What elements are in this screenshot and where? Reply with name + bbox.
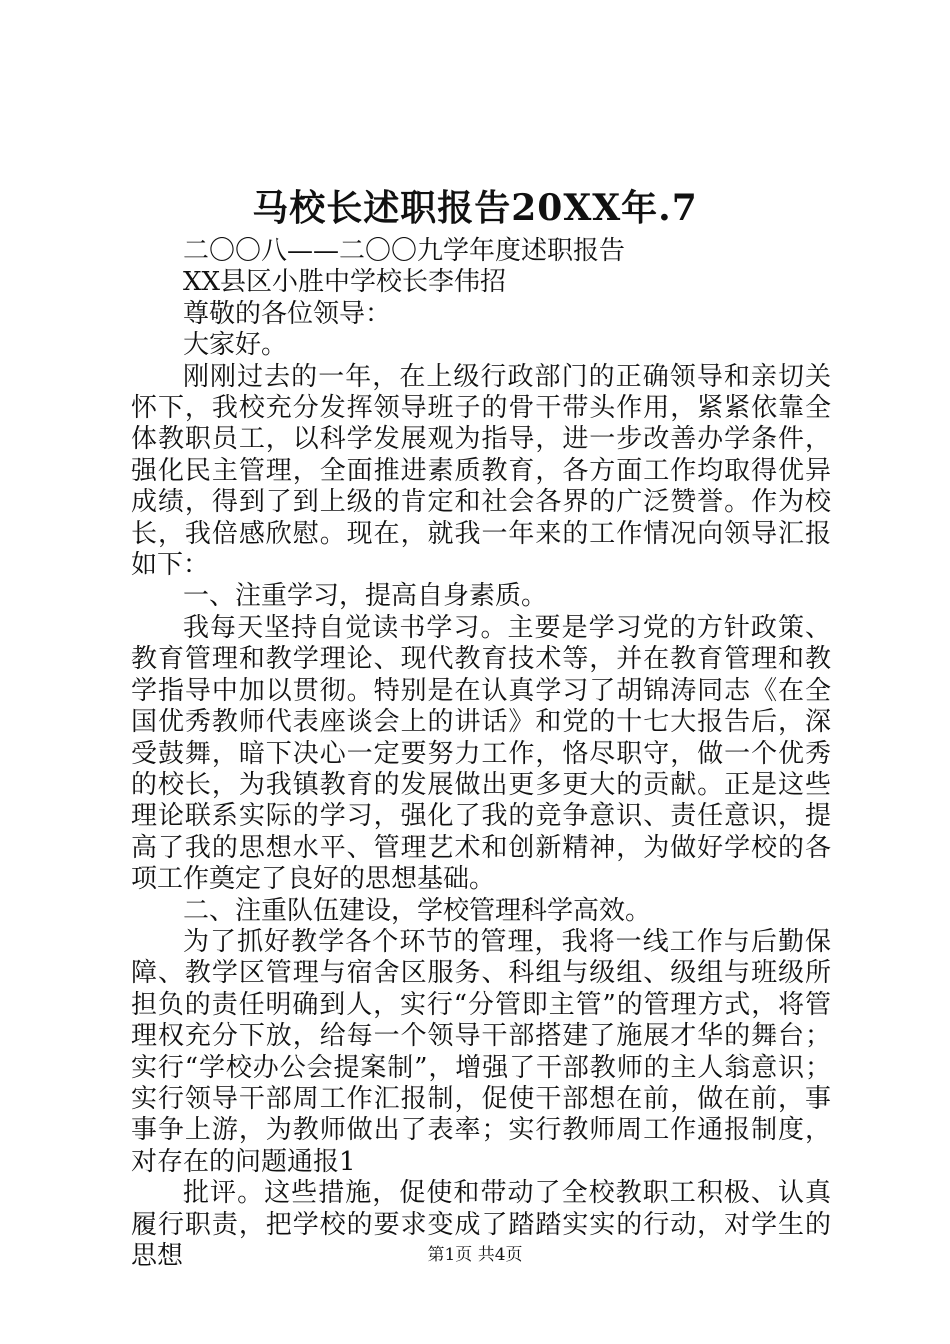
paragraph-intro: 刚刚过去的一年，在上级行政部门的正确领导和亲切关怀下，我校充分发挥领导班子的骨干带头作用，紧紧依靠全体教职员工，以科学发展观为指导，进一步改善办学条件，强化民主管理，全面推进素质教育，各方面工作均取得优异成绩，得到了到上级的肯定和社会各界的广泛赞誉。作为校长，我倍感欣慰。现在，就我一年来的工作情况向领导汇报如下：: [131, 361, 831, 581]
document-body: [131, 236, 831, 1272]
section-heading-2: 二、注重队伍建设，学校管理科学高效。: [183, 895, 652, 926]
page-footer: 第1页 共4页: [427, 1245, 523, 1265]
paragraph-greeting: 大家好。: [183, 330, 288, 361]
document-title: 马校长述职报告20XX年.7: [252, 187, 698, 229]
paragraph-section-1: 我每天坚持自觉读书学习。主要是学习党的方针政策、教育管理和教学理论、现代教育技术等，并在教育管理和教学指导中加以贯彻。特别是在认真学习了胡锦涛同志《在全国优秀教师代表座谈会上的讲话》和党的十七大报告后，深受鼓舞，暗下决心一定要努力工作，恪尽职守，做一个优秀的校长，为我镇教育的发展做出更多更大的贡献。正是这些理论联系实际的学习，强化了我的竞争意识、责任意识，提高了我的思想水平、管理艺术和创新精神，为做好学校的各项工作奠定了良好的思想基础。: [131, 612, 831, 895]
section-heading-1: 一、注重学习，提高自身素质。: [183, 581, 548, 612]
paragraph-author: XX县区小胜中学校长李伟招: [183, 267, 507, 298]
paragraph-continued: 批评。这些措施，促使和带动了全校教职工积极、认真履行职责，把学校的要求变成了踏踏实实的行动，对学生的思想: [131, 1178, 831, 1271]
paragraph-subtitle: 二〇〇八——二〇〇九学年度述职报告: [183, 236, 626, 266]
paragraph-section-2: 为了抓好教学各个环节的管理，我将一线工作与后勤保障、教学区管理与宿舍区服务、科组与级组、级组与班级所担负的责任明确到人，实行“分管即主管”的管理方式，将管理权充分下放，给每一个领导干部搭建了施展才华的舞台；实行“学校办公会提案制”，增强了干部教师的主人翁意识；实行领导干部周工作汇报制，促使干部想在前，做在前，事事争上游，为教师做出了表率；实行教师周工作通报制度，对存在的问题通报1: [131, 926, 831, 1177]
paragraph-salutation: 尊敬的各位领导：: [183, 298, 392, 329]
